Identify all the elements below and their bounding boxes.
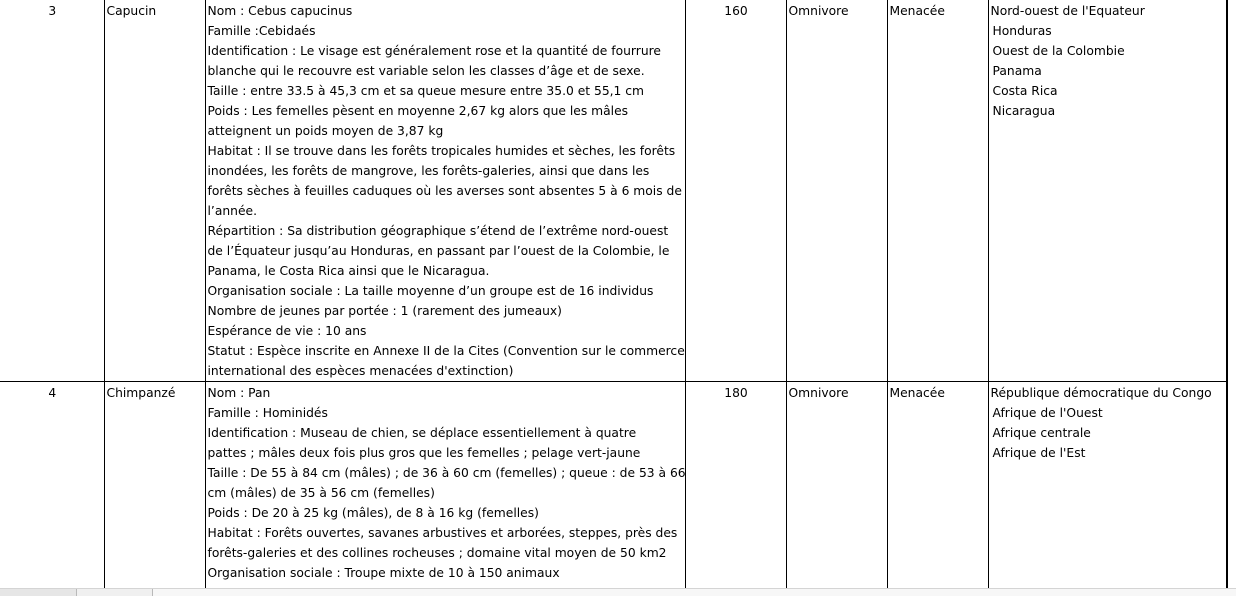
table-row: [0, 382, 1227, 591]
detail-line: Taille : De 55 à 84 cm (mâles) ; de 36 à 60 cm (femelles) ; queue : de 53 à 66: [207, 466, 686, 480]
detail-line: Famille :Cebidaés: [207, 24, 316, 38]
detail-line: l’année.: [207, 204, 257, 218]
detail-line: Nom : Cebus capucinus: [207, 4, 353, 18]
detail-line: Poids : De 20 à 25 kg (mâles), de 8 à 16 kg (femelles): [207, 506, 539, 520]
detail-line: Habitat : Il se trouve dans les forêts tropicales humides et sèches, les forêts: [207, 144, 676, 158]
detail-line: Répartition : Sa distribution géographique s’étend de l’extrême nord-ouest: [207, 224, 669, 238]
cell-regions[interactable]: [988, 382, 1227, 591]
region-line: Costa Rica: [992, 84, 1058, 98]
region-line: République démocratique du Congo: [990, 386, 1212, 400]
detail-line: forêts sèches à feuilles caduques où les averses sont absentes 5 à 6 mois de: [207, 184, 682, 198]
cell-number[interactable]: 3: [0, 0, 104, 382]
detail-line: Organisation sociale : Troupe mixte de 10 à 150 animaux: [207, 566, 560, 580]
region-line: Panama: [992, 64, 1042, 78]
region-line: Honduras: [992, 24, 1052, 38]
detail-line: inondées, les forêts de mangrove, les forêts-galeries, ainsi que dans les: [207, 164, 650, 178]
region-line: Afrique de l'Ouest: [992, 406, 1103, 420]
detail-line: Nombre de jeunes par portée : 1 (rarement des jumeaux): [207, 304, 562, 318]
cell-value[interactable]: 180: [685, 382, 786, 591]
detail-line: Nom : Pan: [207, 386, 271, 400]
cell-details[interactable]: [205, 0, 685, 382]
cell-number[interactable]: 4: [0, 382, 104, 591]
cell-value[interactable]: 160: [685, 0, 786, 382]
detail-line: Organisation sociale : La taille moyenne d’un groupe est de 16 individus: [207, 284, 654, 298]
region-line: Afrique centrale: [992, 426, 1091, 440]
cell-diet[interactable]: Omnivore: [786, 382, 887, 591]
column-divider: [1226, 0, 1227, 590]
region-line: Afrique de l'Est: [992, 446, 1086, 460]
detail-line: forêts-galeries et des collines rocheuses ; domaine vital moyen de 50 km2: [207, 546, 667, 560]
detail-line: Identification : Museau de chien, se déplace essentiellement à quatre: [207, 426, 637, 440]
region-line: Nicaragua: [992, 104, 1056, 118]
region-line: Nord-ouest de l'Equateur: [990, 4, 1145, 18]
detail-line: de l’Équateur jusqu’au Honduras, en passant par l’ouest de la Colombie, le: [207, 244, 670, 258]
detail-line: pattes ; mâles deux fois plus gros que les femelles ; pelage vert-jaune: [207, 446, 641, 460]
cell-common-name[interactable]: Chimpanzé: [104, 382, 205, 591]
region-line: Ouest de la Colombie: [992, 44, 1125, 58]
detail-line: Poids : Les femelles pèsent en moyenne 2,67 kg alors que les mâles: [207, 104, 629, 118]
detail-line: Espérance de vie : 10 ans: [207, 324, 367, 338]
detail-line: atteignent un poids moyen de 3,87 kg: [207, 124, 444, 138]
cell-details[interactable]: [205, 382, 685, 591]
cell-regions[interactable]: [988, 0, 1227, 382]
detail-line: Statut : Espèce inscrite en Annexe II de la Cites (Convention sur le commerce: [207, 344, 685, 358]
cell-status[interactable]: Menacée: [887, 382, 988, 591]
detail-line: cm (mâles) de 35 à 56 cm (femelles): [207, 486, 435, 500]
detail-line: blanche qui le recouvre est variable selon les classes d’âge et de sexe.: [207, 64, 645, 78]
detail-line: international des espèces menacées d'extinction): [207, 364, 514, 378]
cell-diet[interactable]: Omnivore: [786, 0, 887, 382]
cell-common-name[interactable]: Capucin: [104, 0, 205, 382]
detail-line: Famille : Hominidés: [207, 406, 328, 420]
detail-line: Habitat : Forêts ouvertes, savanes arbustives et arborées, steppes, près des: [207, 526, 678, 540]
detail-line: Taille : entre 33.5 à 45,3 cm et sa queue mesure entre 35.0 et 55,1 cm: [207, 84, 645, 98]
detail-line: Panama, le Costa Rica ainsi que le Nicaragua.: [207, 264, 490, 278]
detail-line: Identification : Le visage est généralement rose et la quantité de fourrure: [207, 44, 661, 58]
cell-status[interactable]: Menacée: [887, 0, 988, 382]
